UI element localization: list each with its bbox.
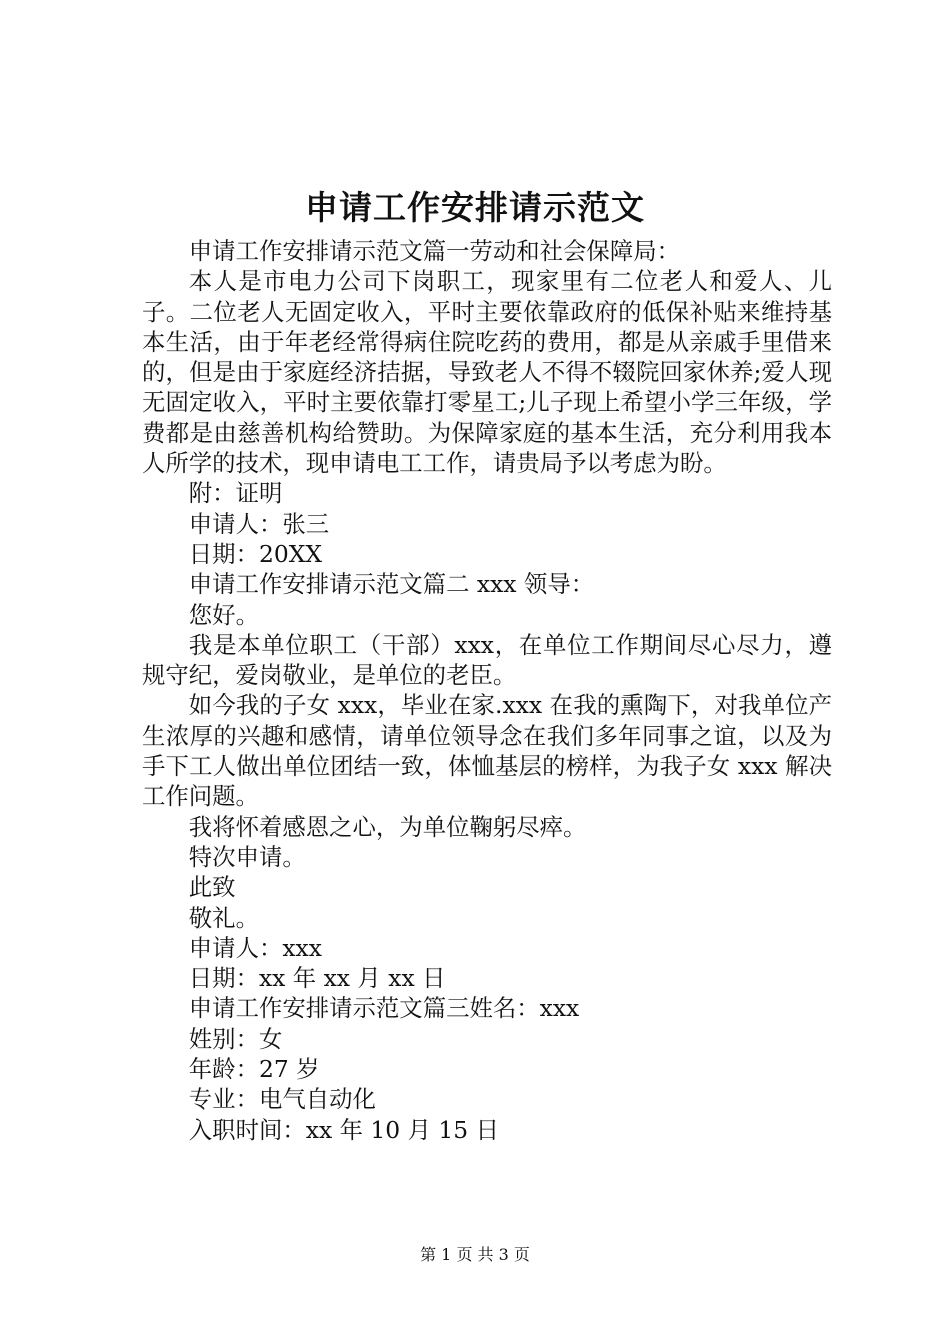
page-title: 申请工作安排请示范文	[305, 188, 645, 227]
paragraph-10-body: 我将怀着感恩之心，为单位鞠躬尽瘁。	[188, 812, 587, 841]
paragraph-2-body: 本人是市电力公司下岗职工，现家里有二位老人和爱人、儿子。二位老人无固定收入，平时主要依靠政府的低保补贴来维持基本生活，由于年老经常得病住院吃药的费用，都是从亲戚手里借来的，但是由于家庭经济拮据，导致老人不得不辍院回家休养;爱人现无固定收入，平时主要依靠打零星工;儿子现上希望小学三年级，学费都是由慈善机构给赞助。为保障家庭的基本生活，充分利用我本人所学的技术，现申请电工工作，请贵局予以考虑为盼。	[142, 267, 832, 478]
paragraph-9-body: 如今我的子女 xxx，毕业在家.xxx 在我的熏陶下，对我单位产生浓厚的兴趣和感情，请单位领导念在我们多年同事之谊，以及为手下工人做出单位团结一致，体恤基层的榜样，为我子女 xxx 解决工作问题。	[142, 691, 832, 811]
paragraph-14-applicant: 申请人：xxx	[188, 933, 322, 962]
paragraph-11-request: 特次申请。	[188, 842, 306, 871]
paragraph-4-applicant: 申请人：张三	[188, 509, 330, 538]
paragraph-7-greeting: 您好。	[188, 600, 259, 629]
page-footer: 第 1 页 共 3 页	[420, 1245, 530, 1264]
paragraph-16-heading: 申请工作安排请示范文篇三姓名：xxx	[188, 994, 580, 1023]
paragraph-18-age: 年龄：27 岁	[188, 1055, 320, 1084]
paragraph-3-attachment: 附：证明	[188, 479, 283, 508]
document-body	[142, 236, 832, 1145]
paragraph-19-major: 专业：电气自动化	[188, 1085, 376, 1114]
paragraph-1-heading: 申请工作安排请示范文篇一劳动和社会保障局：	[188, 237, 680, 265]
paragraph-12-closing: 此致	[188, 873, 236, 902]
paragraph-5-date: 日期：20XX	[188, 539, 323, 568]
paragraph-8-body: 我是本单位职工（干部）xxx，在单位工作期间尽心尽力，遵规守纪，爱岗敬业，是单位的老臣。	[142, 630, 832, 690]
paragraph-15-date: 日期：xx 年 xx 月 xx 日	[188, 964, 446, 993]
paragraph-13-salute: 敬礼。	[188, 903, 259, 932]
paragraph-20-start-date: 入职时间：xx 年 10 月 15 日	[188, 1115, 500, 1144]
paragraph-6-heading: 申请工作安排请示范文篇二 xxx 领导：	[188, 570, 595, 599]
paragraph-17-gender: 姓别：女	[188, 1024, 283, 1053]
